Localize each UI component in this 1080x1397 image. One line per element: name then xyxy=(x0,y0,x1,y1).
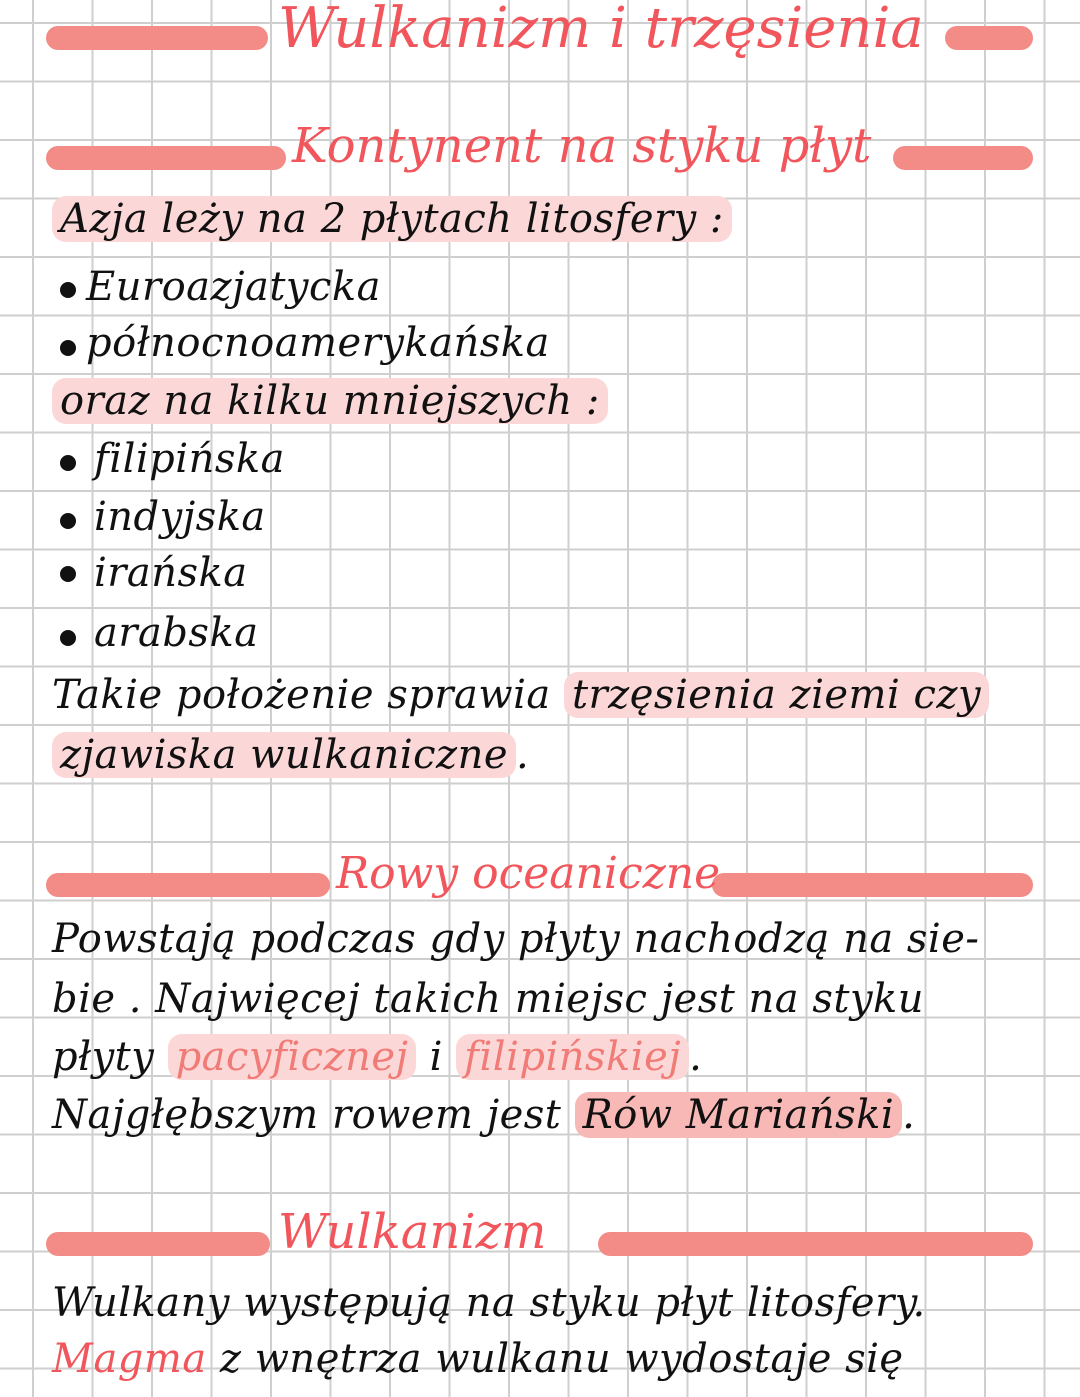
major-plate-item: Euroazjatycka xyxy=(86,264,381,310)
section1-conclusion-cont: zjawiska wulkaniczne . xyxy=(52,732,529,778)
minor-plate-item: indyjska xyxy=(94,494,266,540)
section1-minor-intro: oraz na kilku mniejszych : xyxy=(52,378,608,424)
section3-line1: Wulkany występują na styku płyt litosfery. xyxy=(52,1280,926,1326)
section1-intro: Azja leży na 2 płytach litosfery : xyxy=(52,196,732,242)
bullet-dot xyxy=(60,282,76,298)
section2-bar-right xyxy=(712,873,1033,897)
minor-plate-item: irańska xyxy=(94,550,248,596)
minor-plate-item: filipińska xyxy=(94,436,285,482)
section1-title: Kontynent na styku płyt xyxy=(292,118,872,174)
heading-bar-left xyxy=(46,26,268,50)
heading-bar-right xyxy=(945,26,1033,50)
bullet-dot xyxy=(60,455,76,471)
section1-bar-right xyxy=(893,146,1033,170)
section2-bar-left xyxy=(46,873,330,897)
section3-bar-right xyxy=(598,1232,1033,1256)
bullet-dot xyxy=(60,630,76,646)
bullet-dot xyxy=(60,566,76,582)
section2-line1: Powstają podczas gdy płyty nachodzą na sie- xyxy=(52,916,980,962)
section2-line4: Najgłębszym rowem jest Rów Mariański . xyxy=(52,1092,916,1138)
section1-conclusion: Takie położenie sprawia trzęsienia ziemi czy xyxy=(52,672,989,718)
section1-bar-left xyxy=(46,146,286,170)
page-title: Wulkanizm i trzęsienia xyxy=(278,0,924,61)
major-plate-item: północnoamerykańska xyxy=(86,320,550,366)
minor-plate-item: arabska xyxy=(94,610,259,656)
bullet-dot xyxy=(60,340,76,356)
section2-line2: bie . Najwięcej takich miejsc jest na styku xyxy=(52,976,925,1022)
section2-line3: płyty pacyficznej i filipińskiej . xyxy=(52,1034,703,1080)
section3-bar-left xyxy=(46,1232,270,1256)
section3-title: Wulkanizm xyxy=(278,1204,547,1260)
section2-title: Rowy oceaniczne xyxy=(336,848,721,899)
bullet-dot xyxy=(60,513,76,529)
section3-line2: Magma z wnętrza wulkanu wydostaje się xyxy=(52,1336,904,1382)
